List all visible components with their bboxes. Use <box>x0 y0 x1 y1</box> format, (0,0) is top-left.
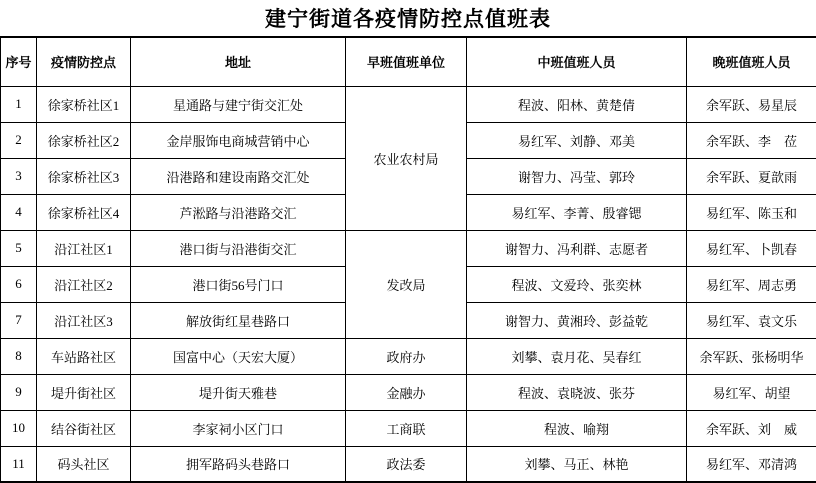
cell-address: 港口街与沿港街交汇 <box>131 230 346 266</box>
cell-point: 沿江社区3 <box>37 302 131 338</box>
cell-mid-shift: 程波、喻翔 <box>467 410 687 446</box>
cell-serial: 5 <box>1 230 37 266</box>
header-night-shift: 晚班值班人员 <box>687 37 816 86</box>
cell-point: 堤升街社区 <box>37 374 131 410</box>
cell-mid-shift: 刘攀、袁月花、吴春红 <box>467 338 687 374</box>
cell-night-shift: 余军跃、李 莅 <box>687 122 816 158</box>
cell-night-shift: 余军跃、刘 威 <box>687 410 816 446</box>
cell-night-shift: 易红军、周志勇 <box>687 266 816 302</box>
table-row <box>1 374 816 410</box>
table-row <box>1 410 816 446</box>
cell-serial: 2 <box>1 122 37 158</box>
cell-address: 堤升街天雅巷 <box>131 374 346 410</box>
table-row <box>1 230 816 266</box>
cell-night-shift: 余军跃、易星辰 <box>687 86 816 122</box>
table-row <box>1 86 816 122</box>
cell-address: 拥军路码头巷路口 <box>131 446 346 482</box>
cell-mid-shift: 程波、袁晓波、张芬 <box>467 374 687 410</box>
header-morning-unit: 早班值班单位 <box>346 37 467 86</box>
cell-mid-shift: 易红军、李菁、殷睿锶 <box>467 194 687 230</box>
cell-mid-shift: 谢智力、冯莹、郭玲 <box>467 158 687 194</box>
cell-night-shift: 易红军、邓清鸿 <box>687 446 816 482</box>
header-address: 地址 <box>131 37 346 86</box>
cell-serial: 4 <box>1 194 37 230</box>
header-point: 疫情防控点 <box>37 37 131 86</box>
cell-point: 徐家桥社区3 <box>37 158 131 194</box>
cell-serial: 10 <box>1 410 37 446</box>
cell-night-shift: 易红军、袁文乐 <box>687 302 816 338</box>
cell-point: 结谷街社区 <box>37 410 131 446</box>
cell-morning-unit: 政法委 <box>346 446 467 482</box>
cell-point: 徐家桥社区4 <box>37 194 131 230</box>
duty-table-header <box>1 37 816 86</box>
cell-morning-unit: 发改局 <box>346 230 467 338</box>
cell-serial: 6 <box>1 266 37 302</box>
cell-address: 沿港路和建设南路交汇处 <box>131 158 346 194</box>
cell-point: 车站路社区 <box>37 338 131 374</box>
cell-address: 港口街56号门口 <box>131 266 346 302</box>
cell-serial: 1 <box>1 86 37 122</box>
cell-address: 解放街红星巷路口 <box>131 302 346 338</box>
cell-night-shift: 易红军、陈玉和 <box>687 194 816 230</box>
duty-table <box>0 36 816 483</box>
cell-serial: 11 <box>1 446 37 482</box>
cell-morning-unit: 农业农村局 <box>346 86 467 230</box>
cell-point: 徐家桥社区1 <box>37 86 131 122</box>
cell-address: 李家祠小区门口 <box>131 410 346 446</box>
cell-serial: 8 <box>1 338 37 374</box>
duty-table-body <box>1 86 816 482</box>
header-row <box>1 37 816 86</box>
cell-mid-shift: 易红军、刘静、邓美 <box>467 122 687 158</box>
cell-morning-unit: 工商联 <box>346 410 467 446</box>
cell-night-shift: 易红军、卜凯春 <box>687 230 816 266</box>
cell-address: 星通路与建宁街交汇处 <box>131 86 346 122</box>
cell-address: 金岸服饰电商城营销中心 <box>131 122 346 158</box>
cell-night-shift: 易红军、胡望 <box>687 374 816 410</box>
cell-address: 芦淞路与沿港路交汇 <box>131 194 346 230</box>
cell-mid-shift: 谢智力、黄湘玲、彭益乾 <box>467 302 687 338</box>
cell-address: 国富中心（天宏大厦） <box>131 338 346 374</box>
cell-morning-unit: 金融办 <box>346 374 467 410</box>
cell-serial: 9 <box>1 374 37 410</box>
header-serial: 序号 <box>1 37 37 86</box>
cell-mid-shift: 谢智力、冯利群、志愿者 <box>467 230 687 266</box>
cell-night-shift: 余军跃、张杨明华 <box>687 338 816 374</box>
table-row <box>1 338 816 374</box>
cell-serial: 7 <box>1 302 37 338</box>
cell-point: 徐家桥社区2 <box>37 122 131 158</box>
cell-mid-shift: 程波、文爱玲、张奕林 <box>467 266 687 302</box>
cell-morning-unit: 政府办 <box>346 338 467 374</box>
cell-night-shift: 余军跃、夏歆雨 <box>687 158 816 194</box>
cell-serial: 3 <box>1 158 37 194</box>
cell-mid-shift: 刘攀、马正、林艳 <box>467 446 687 482</box>
cell-mid-shift: 程波、阳林、黄楚倩 <box>467 86 687 122</box>
header-mid-shift: 中班值班人员 <box>467 37 687 86</box>
page-title: 建宁街道各疫情防控点值班表 <box>0 0 816 36</box>
cell-point: 码头社区 <box>37 446 131 482</box>
cell-point: 沿江社区2 <box>37 266 131 302</box>
table-row <box>1 446 816 482</box>
cell-point: 沿江社区1 <box>37 230 131 266</box>
